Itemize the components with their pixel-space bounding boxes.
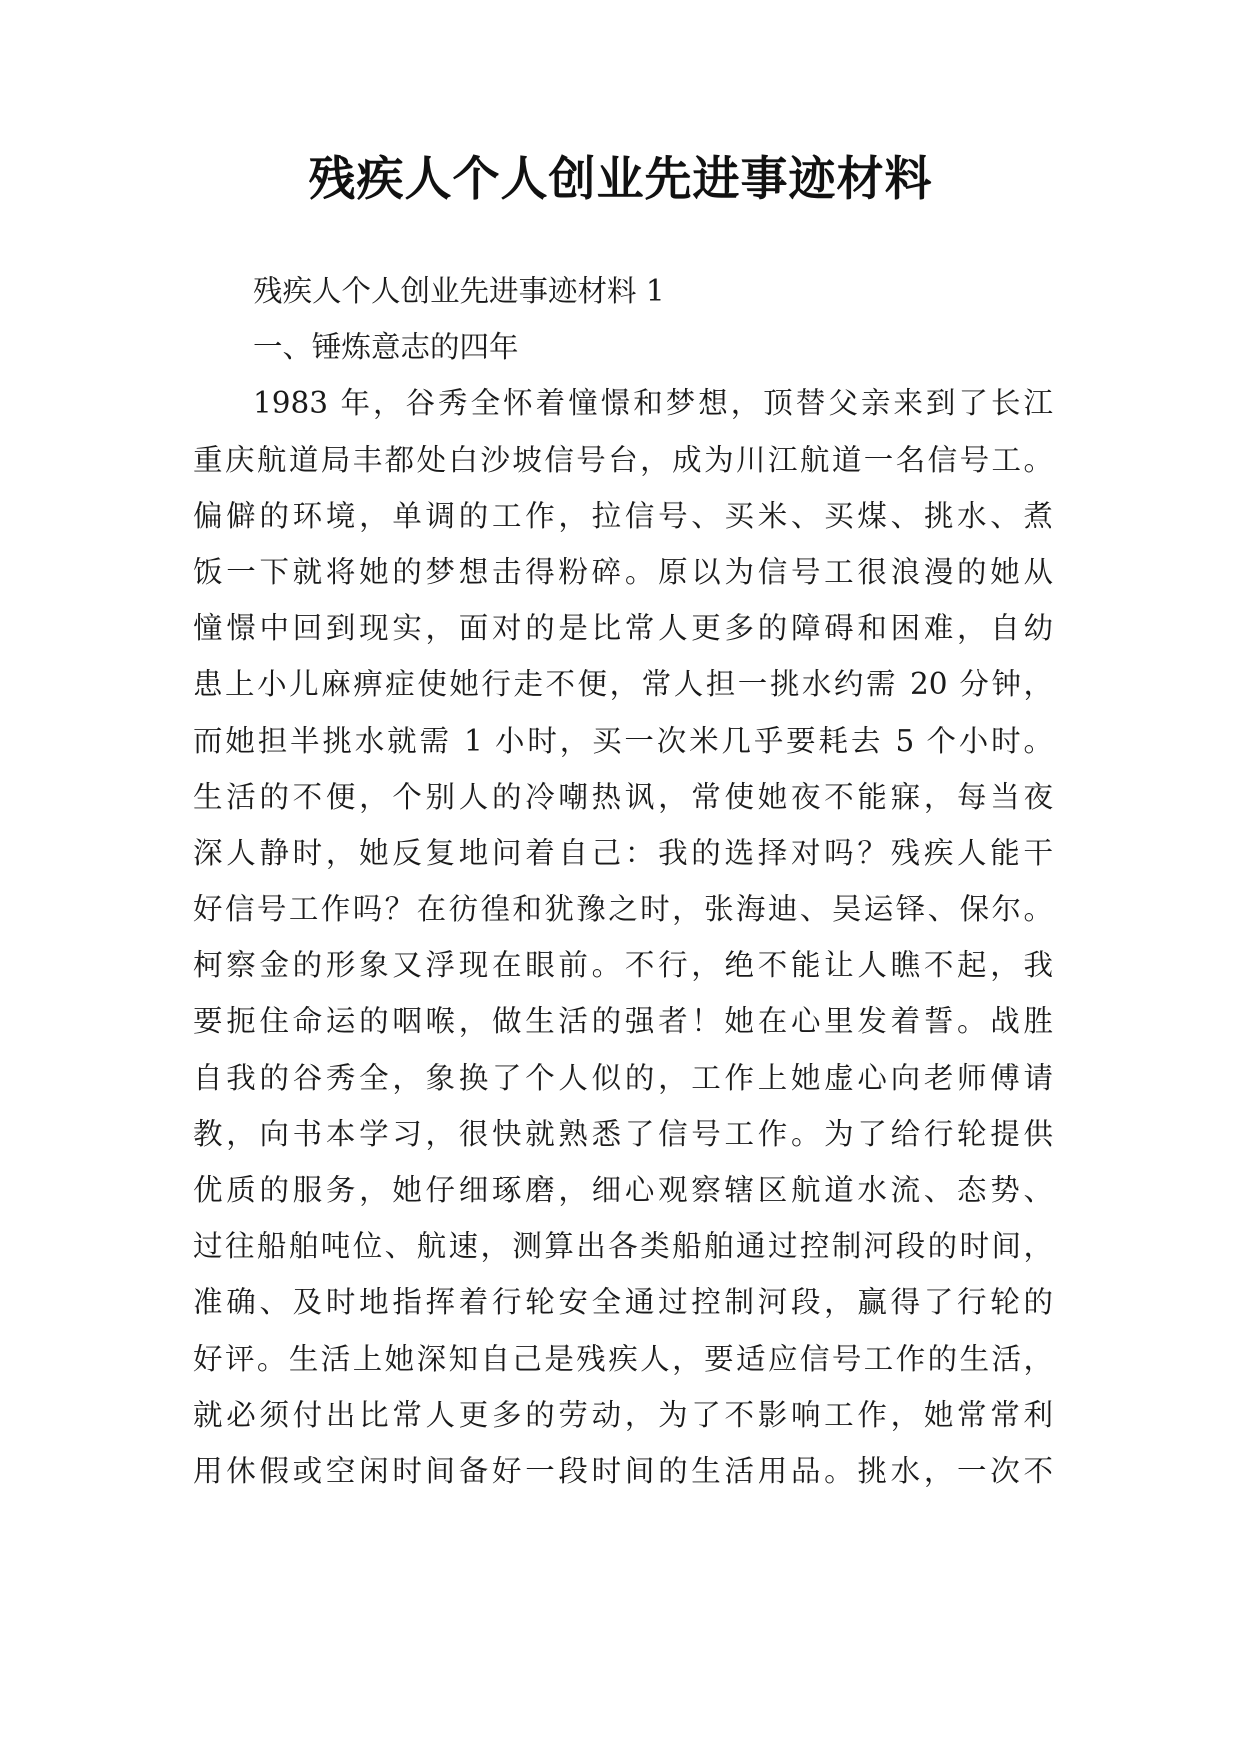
paragraph-line: 好信号工作吗？在彷徨和犹豫之时，张海迪、吴运铎、保尔。 (193, 892, 1053, 927)
paragraph-line: 生活的不便，个别人的冷嘲热讽，常使她夜不能寐，每当夜 (193, 779, 1053, 814)
paragraph-line: 用休假或空闲时间备好一段时间的生活用品。挑水，一次不 (193, 1453, 1053, 1488)
paragraph-line: 准确、及时地指挥着行轮安全通过控制河段，赢得了行轮的 (193, 1285, 1053, 1320)
section-heading: 残疾人个人创业先进事迹材料 1 (253, 274, 665, 308)
paragraph-line: 患上小儿麻痹症使她行走不便，常人担一挑水约需 20 分钟， (193, 667, 1053, 702)
paragraph-line: 就必须付出比常人更多的劳动，为了不影响工作，她常常利 (193, 1397, 1053, 1432)
paragraph-line: 过往船舶吨位、航速，测算出各类船舶通过控制河段的时间， (193, 1229, 1053, 1264)
paragraph-line: 好评。生活上她深知自己是残疾人，要适应信号工作的生活， (193, 1341, 1053, 1376)
paragraph-line: 优质的服务，她仔细琢磨，细心观察辖区航道水流、态势、 (193, 1173, 1053, 1207)
paragraph-line: 要扼住命运的咽喉，做生活的强者！她在心里发着誓。战胜 (193, 1004, 1053, 1039)
paragraph-line: 而她担半挑水就需 1 小时，买一次米几乎要耗去 5 个小时。 (193, 723, 1053, 758)
paragraph-line: 饭一下就将她的梦想击得粉碎。原以为信号工很浪漫的她从 (193, 554, 1053, 589)
paragraph-line: 深人静时，她反复地问着自己：我的选择对吗？残疾人能干 (193, 835, 1053, 870)
subsection-heading: 一、锤炼意志的四年 (253, 330, 519, 365)
paragraph-line: 1983 年，谷秀全怀着憧憬和梦想，顶替父亲来到了长江 (253, 386, 1053, 421)
paragraph-line: 柯察金的形象又浮现在眼前。不行，绝不能让人瞧不起，我 (193, 948, 1053, 983)
paragraph-line: 教，向书本学习，很快就熟悉了信号工作。为了给行轮提供 (193, 1116, 1053, 1151)
paragraph-line: 偏僻的环境，单调的工作，拉信号、买米、买煤、挑水、煮 (193, 498, 1053, 533)
paragraph-line: 自我的谷秀全，象换了个人似的，工作上她虚心向老师傅请 (193, 1060, 1053, 1095)
paragraph-line: 重庆航道局丰都处白沙坡信号台，成为川江航道一名信号工。 (193, 442, 1053, 477)
document-body (193, 263, 1053, 1499)
paragraph-line: 憧憬中回到现实，面对的是比常人更多的障碍和困难，自幼 (193, 611, 1053, 646)
document-title: 残疾人个人创业先进事迹材料 (308, 152, 933, 207)
